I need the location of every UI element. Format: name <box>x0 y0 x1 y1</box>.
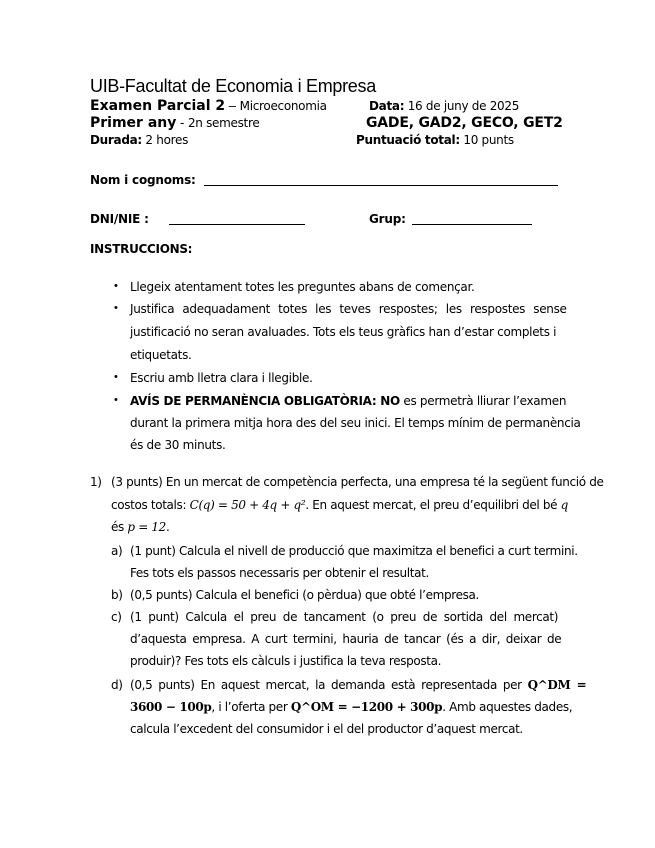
part-d-text: . Amb aquestes dades, <box>442 700 573 714</box>
instruction-2-text: Justifica adequadament totes les teves respostes; les respostes sense <box>130 302 567 316</box>
supply-equation: Q^OM = −1200 + 300p <box>290 700 443 714</box>
part-d-line-1 <box>130 678 586 692</box>
subject: Microeconomia <box>239 99 327 113</box>
date-value: 16 de juny de 2025 <box>404 99 520 113</box>
score-value: 10 punts <box>459 133 514 147</box>
part-c-line-1: (1 punt) Calcula el preu de tancament (o preu de sortida del mercat) <box>130 610 559 624</box>
q1-text: costos totals: <box>111 498 190 512</box>
name-field-line[interactable] <box>204 185 558 186</box>
group-label: Grup: <box>369 212 406 226</box>
part-d-line-2 <box>130 700 572 714</box>
instruction-2-line-1 <box>130 302 567 316</box>
id-field-row <box>90 212 149 226</box>
exam-line <box>90 98 327 114</box>
duration-value: 2 hores <box>141 133 189 147</box>
year-line <box>90 115 259 131</box>
name-field-row <box>90 173 196 187</box>
part-d-label: d) <box>111 678 123 692</box>
semester: 2n semestre <box>187 116 260 130</box>
q1-text: . <box>165 520 170 534</box>
instruction-4-line-3: és de 30 minuts. <box>130 438 226 452</box>
bullet-dot: • <box>114 371 118 383</box>
q1-text: . En aquest mercat, el preu d’equilibri del bé <box>305 498 561 512</box>
score-label: Puntuació total: <box>356 133 460 147</box>
exam-label: Examen Parcial 2 <box>90 98 226 114</box>
group-field-row <box>369 212 406 226</box>
good-variable: q <box>560 498 568 512</box>
institution-title: UIB-Facultat de Economia i Empresa <box>90 76 376 96</box>
exam-dash: – <box>225 98 240 113</box>
q1-text: és <box>111 520 128 534</box>
group-field-line[interactable] <box>412 224 532 225</box>
part-b-label: b) <box>111 588 123 602</box>
duration-label: Durada: <box>90 133 142 147</box>
question-1-line-1: (3 punts) En un mercat de competència perfecta, una empresa té la següent funció de <box>111 475 604 489</box>
name-label: Nom i cognoms: <box>90 173 196 187</box>
id-label: DNI/NIE : <box>90 212 149 226</box>
part-c-line-2: d’aquesta empresa. A curt termini, hauria de tancar (és a dir, deixar de <box>130 632 562 646</box>
part-a-line-2: Fes tots els passos necessaris per obtenir el resultat. <box>130 566 429 580</box>
equilibrium-price: p = 12 <box>127 520 166 534</box>
question-1-line-2 <box>111 498 568 512</box>
groups: GADE, GAD2, GECO, GET2 <box>366 115 563 131</box>
question-1-line-3 <box>111 520 169 534</box>
question-1-number: 1) <box>90 475 102 489</box>
bullet-dot: • <box>114 394 118 406</box>
instruction-4-line-2: durant la primera mitja hora des del seu inici. El temps mínim de permanència <box>130 416 581 430</box>
part-d-text: (0,5 punts) En aquest mercat, la demanda està representada per <box>130 678 528 692</box>
instruction-1: Llegeix atentament totes les preguntes abans de començar. <box>130 280 475 294</box>
year-label: Primer any <box>90 115 177 131</box>
exam-date <box>369 99 519 113</box>
part-d-text: , i l’oferta per <box>211 700 291 714</box>
part-a-line-1: (1 punt) Calcula el nivell de producció que maximitza el benefici a curt termini. <box>130 544 578 558</box>
permanence-warning: AVÍS DE PERMANÈNCIA OBLIGATÒRIA: NO <box>130 394 400 408</box>
duration <box>90 133 188 147</box>
instructions-title: INSTRUCCIONS: <box>90 242 193 256</box>
part-c-label: c) <box>111 610 122 624</box>
part-c-line-3: produir)? Fes tots els càlculs i justifica la teva resposta. <box>130 654 442 668</box>
instruction-2-line-2: justificació no seran avaluades. Tots els teus gràfics han d’estar complets i <box>130 325 557 339</box>
total-score <box>356 133 514 147</box>
bullet-dot: • <box>114 302 118 314</box>
part-d-line-3: calcula l’excedent del consumidor i el del productor d’aquest mercat. <box>130 722 523 736</box>
year-dash: - <box>176 115 188 130</box>
instruction-2-line-3: etiquetats. <box>130 348 192 362</box>
id-field-line[interactable] <box>169 224 305 225</box>
demand-lhs: Q^DM = <box>527 678 587 692</box>
instruction-4-line-1 <box>130 394 566 408</box>
instruction-4-text: es permetrà lliurar l’examen <box>399 394 567 408</box>
bullet-dot: • <box>114 280 118 292</box>
instruction-3: Escriu amb lletra clara i llegible. <box>130 371 313 385</box>
cost-function: C(q) = 50 + 4q + q² <box>189 498 306 512</box>
part-a-label: a) <box>111 544 123 558</box>
part-b-line-1: (0,5 punts) Calcula el benefici (o pèrdua) que obté l’empresa. <box>130 588 479 602</box>
date-label: Data: <box>369 99 405 113</box>
demand-rhs: 3600 − 100p <box>130 700 212 714</box>
